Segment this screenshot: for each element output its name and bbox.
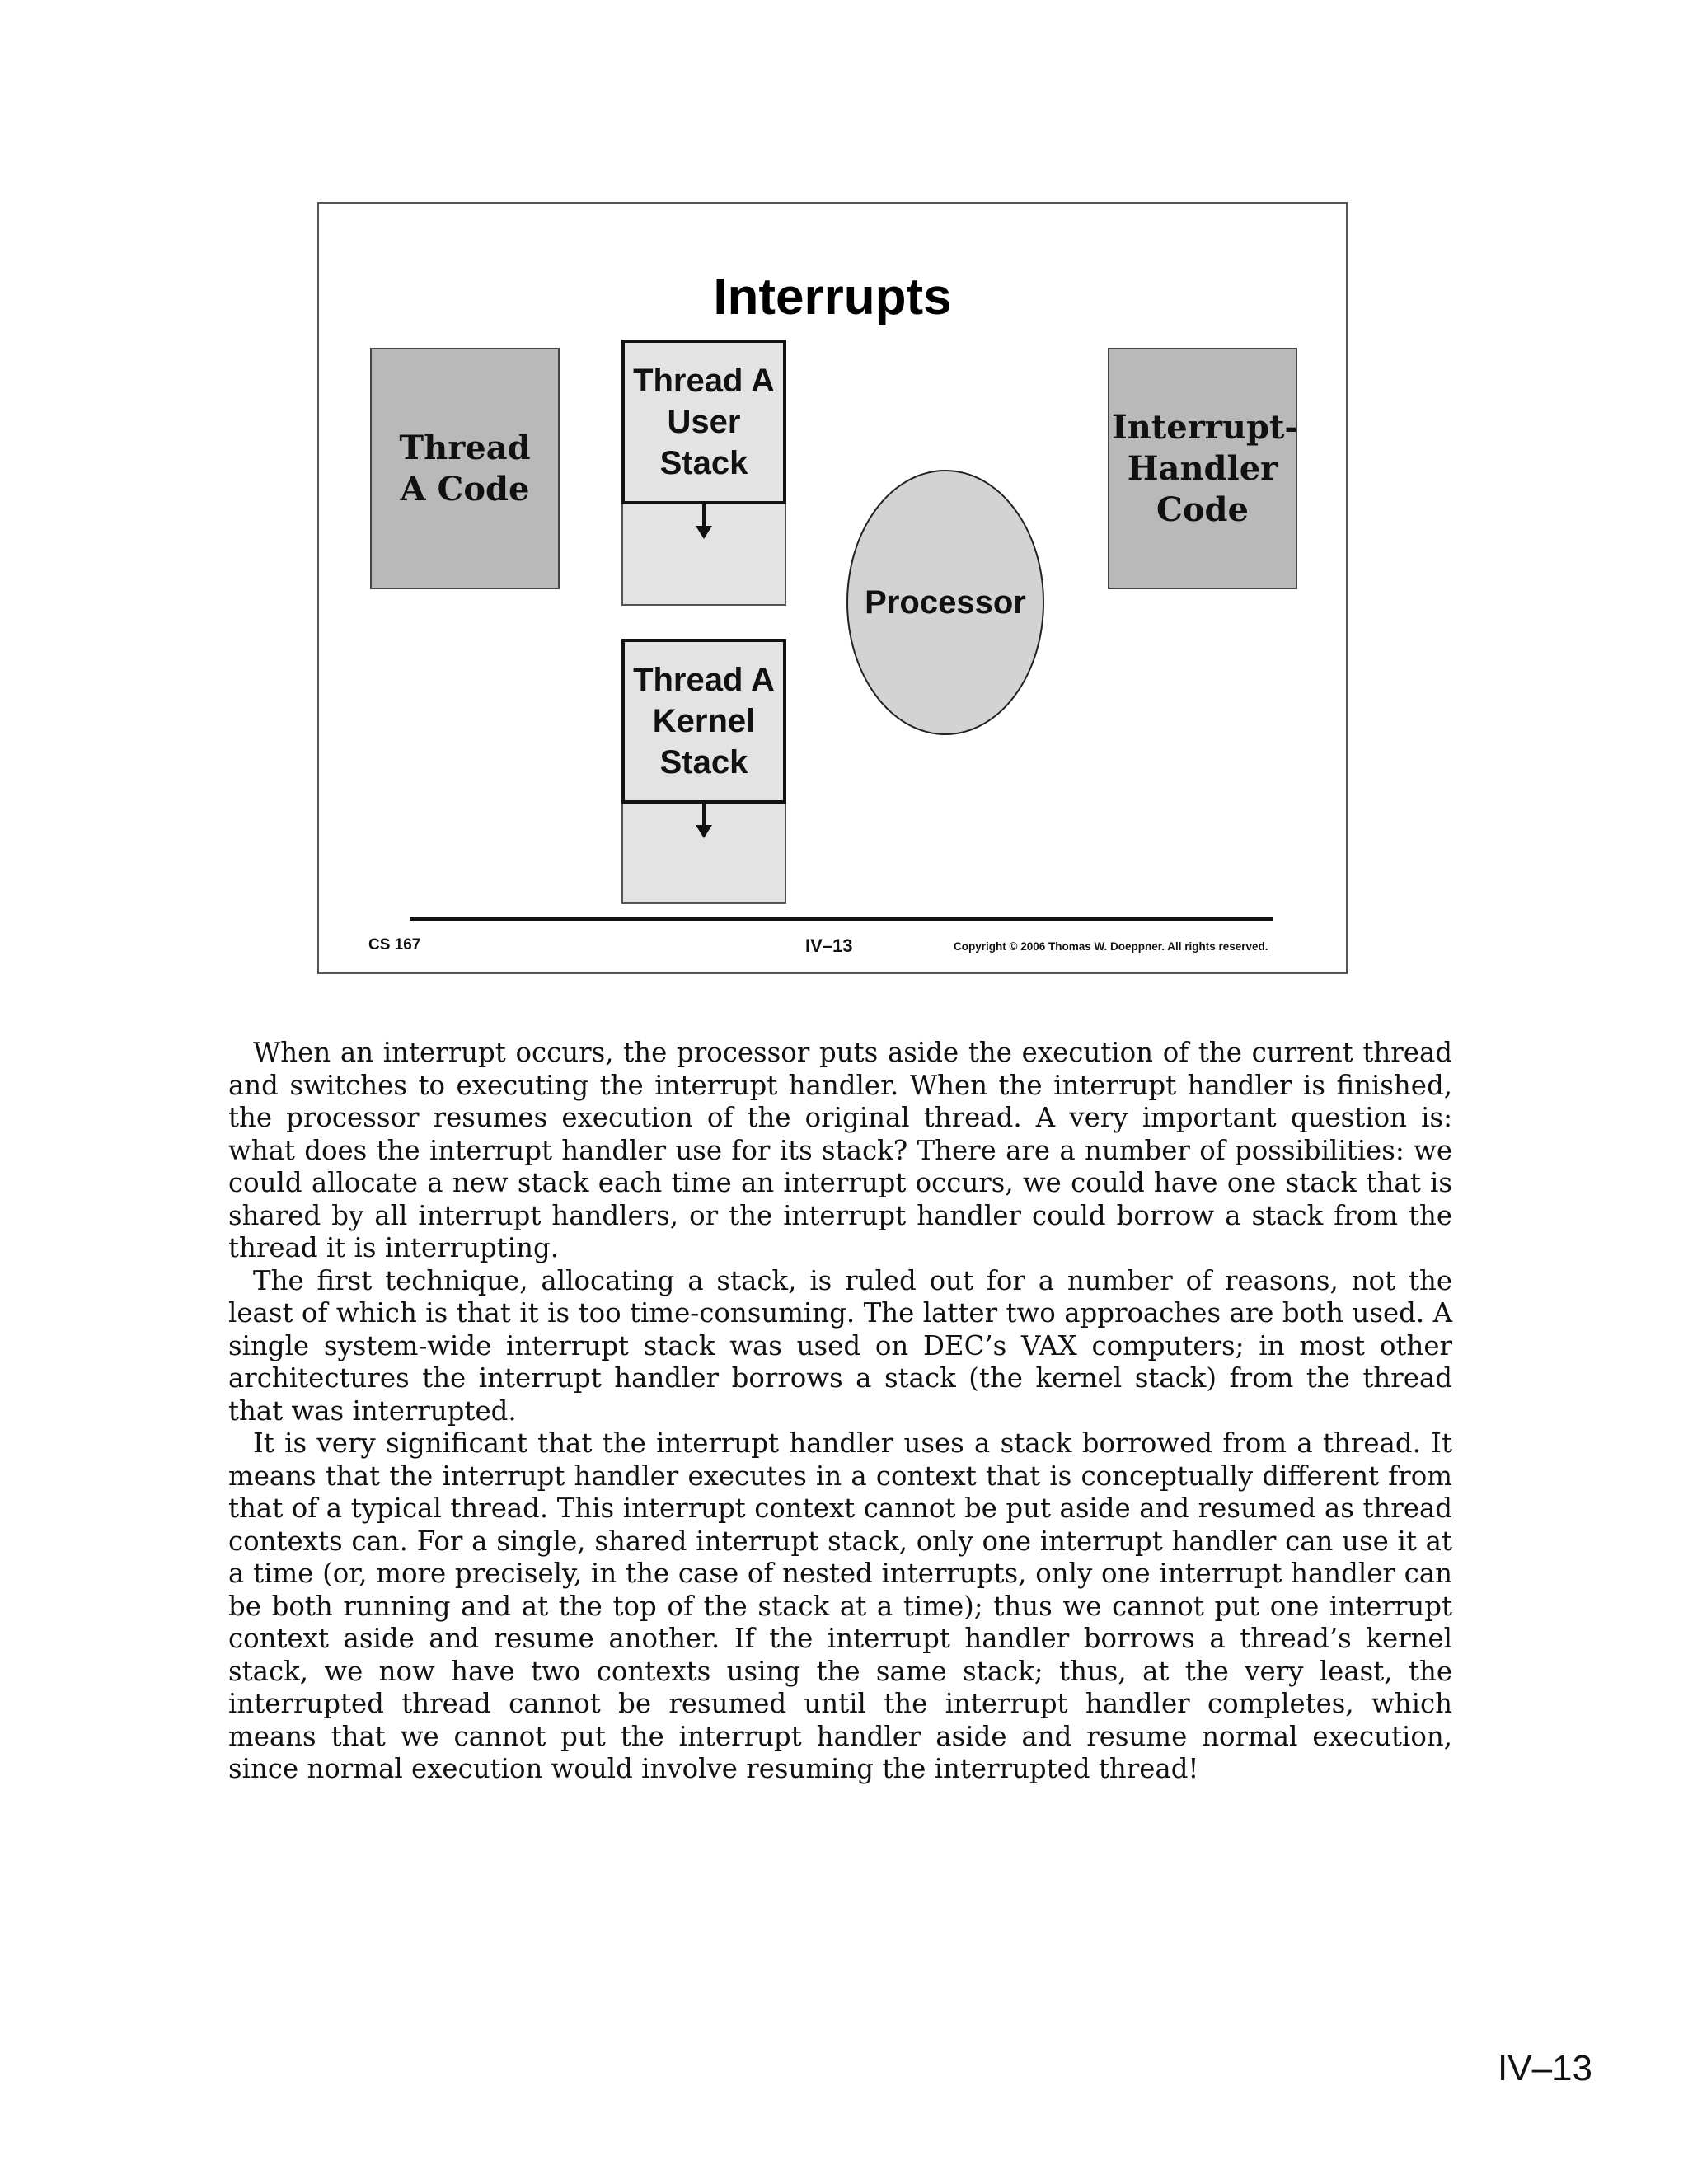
processor-ellipse <box>846 470 1044 735</box>
body-text <box>228 1037 1452 1786</box>
kernel-stack-arrow-icon <box>702 804 706 827</box>
user-stack-arrow-icon <box>702 504 706 527</box>
user-stack-label: Thread A User Stack <box>633 363 775 481</box>
slide-figure <box>317 202 1348 974</box>
slide-footer-rule <box>410 917 1273 921</box>
paragraph-3: It is very significant that the interrupt handler uses a stack borrowed from a thread. It means that the interrupt handler executes in a context that is conceptually different from that of a typical thread. This interrupt context cannot be put aside and resumed as thread contexts can. For a single, shared interrupt stack, only one interrupt handler can use it at a time (or, more precisely, in the case of nested interrupts, only one interrupt handler can be both running and at the top of the stack at a time); thus we cannot put one interrupt context aside and resume another. If the interrupt handler borrows a thread’s kernel stack, we now have two contexts using the same stack; thus, at the very least, the interrupted thread cannot be resumed until the interrupt handler completes, which means that we cannot put the interrupt handler aside and resume normal execution, since normal execution would involve resuming the interrupted thread! <box>228 1427 1452 1784</box>
processor-label: Processor <box>865 583 1026 621</box>
thread-a-code-box <box>370 348 560 589</box>
interrupt-handler-code-label: Interrupt-Handler Code <box>1112 407 1298 529</box>
slide-footer-number: IV–13 <box>805 935 853 956</box>
slide-footer-copyright: Copyright © 2006 Thomas W. Doeppner. All rights reserved. <box>954 940 1268 953</box>
interrupt-handler-code-box <box>1108 348 1297 589</box>
paragraph-1: When an interrupt occurs, the processor puts aside the execution of the current thread and switches to executing the interrupt handler. When the interrupt handler is finished, the processor resumes execution of the original thread. A very important question is: what does the interrupt handler use for its stack? There are a number of possibilities: we could allocate a new stack each time an interrupt occurs, we could have one stack that is shared by all interrupt handlers, or the interrupt handler could borrow a stack from the thread it is interrupting. <box>228 1037 1452 1263</box>
kernel-stack-label: Thread A Kernel Stack <box>633 662 775 780</box>
kernel-stack-box <box>621 639 786 804</box>
thread-a-code-label: Thread A Code <box>399 428 531 509</box>
user-stack-box <box>621 340 786 504</box>
slide-title: Interrupts <box>713 269 952 326</box>
slide-footer-course: CS 167 <box>368 936 421 954</box>
paragraph-2: The first technique, allocating a stack, is ruled out for a number of reasons, not the least of which is that it is too time-consuming. The latter two approaches are both used. A single system-wide interrupt stack was used on DEC’s VAX computers; in most other architectures the interrupt handler borrows a stack (the kernel stack) from the thread that was interrupted. <box>228 1264 1452 1427</box>
page-number: IV–13 <box>1498 2048 1592 2088</box>
